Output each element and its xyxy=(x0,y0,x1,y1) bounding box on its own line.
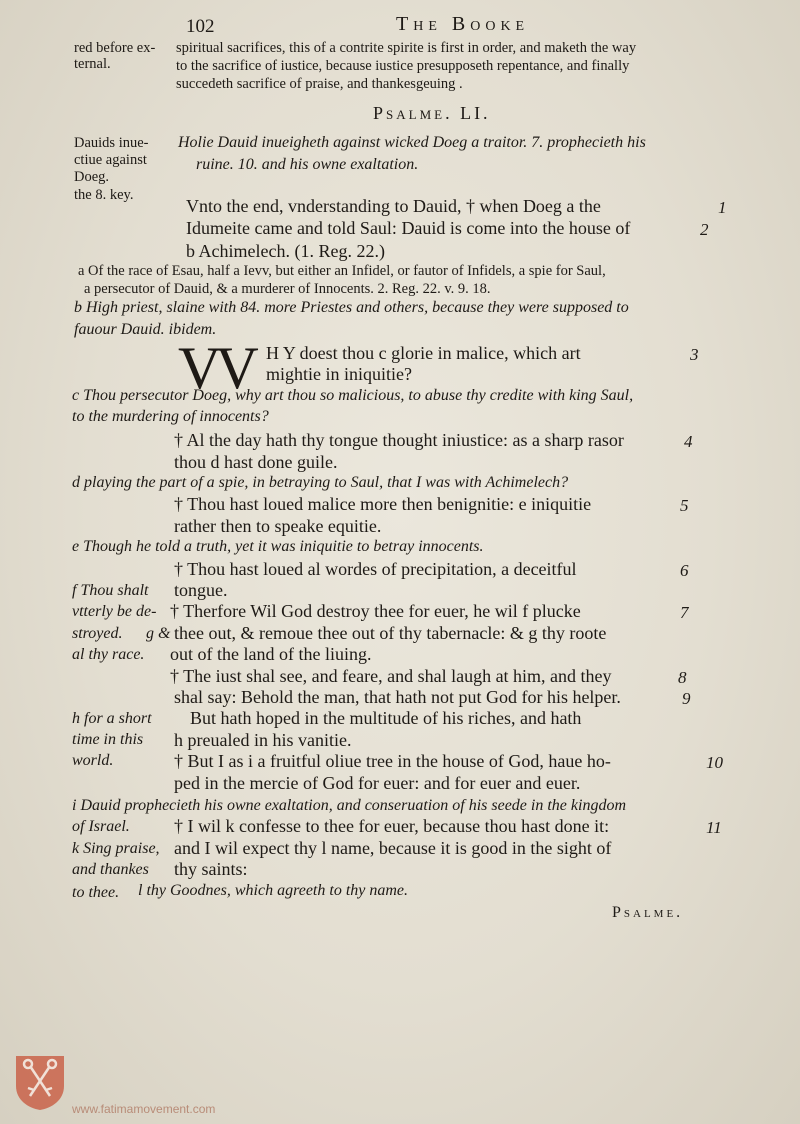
note-i-line-2: of Israel. xyxy=(72,818,130,835)
verse6-number: 6 xyxy=(680,561,689,580)
verse9-line-1: But hath hoped in the multitude of his riches, and hath xyxy=(190,708,582,728)
verse9-line-2: h preualed in his vanitie. xyxy=(174,730,352,750)
note-c-line-2: to the murdering of innocents? xyxy=(72,408,269,425)
watermark-url: www.fatimamovement.com xyxy=(72,1102,216,1116)
note-h-line-1: h for a short xyxy=(72,710,152,727)
verse8-line-1: † The iust shal see, and feare, and shal laugh at him, and they xyxy=(170,666,612,686)
top-line-1: spiritual sacrifices, this of a contrite spirite is first in order, and maketh the way xyxy=(176,40,637,56)
verse11-line-3: thy saints: xyxy=(174,859,248,879)
note-k-line-1: k Sing praise, xyxy=(72,840,160,857)
verse3-number: 3 xyxy=(690,345,699,364)
note-k-line-3: to thee. xyxy=(72,884,120,901)
verse10-number: 10 xyxy=(706,753,723,772)
psalm-title: Psalme. LI. xyxy=(373,103,491,123)
verse1-line-1: Vnto the end, vnderstanding to Dauid, † when Doeg a the xyxy=(186,196,601,216)
verse11-line-2: and I wil expect thy l name, because it is good in the sight of xyxy=(174,838,612,858)
note-f-label: f Thou shalt xyxy=(72,582,149,599)
verse7-number: 7 xyxy=(680,603,689,622)
note-d: d playing the part of a spie, in betraying to Saul, that I was with Achimelech? xyxy=(72,474,569,491)
note-a-line-1: a Of the race of Esau, half a Ievv, but either an Infidel, or fautor of Infidels, a spie for Saul, xyxy=(78,263,606,279)
note-h-line-2: time in this xyxy=(72,731,144,748)
verse3-line-2: mightie in iniquitie? xyxy=(266,364,412,384)
verse1-number-1: 1 xyxy=(718,198,727,217)
psalm-margin-note-3: Doeg. xyxy=(74,169,110,185)
verse10-line-1: † But I as i a fruitful oliue tree in the house of God, haue ho- xyxy=(174,751,611,771)
argument-line-1: Holie Dauid inueigheth against wicked Doeg a traitor. 7. prophecieth his xyxy=(178,134,646,151)
note-f-line-1: vtterly be de- xyxy=(72,603,157,620)
verse10-line-2: ped in the mercie of God for euer: and for euer and euer. xyxy=(174,773,581,793)
verse11-number: 11 xyxy=(706,818,722,837)
catchword: Psalme. xyxy=(612,904,684,921)
note-b-line-2: fauour Dauid. ibidem. xyxy=(74,321,217,338)
verse7-line-2: thee out, & remoue thee out of thy tabernacle: & g thy roote xyxy=(174,623,607,643)
top-margin-note-1: red before ex- xyxy=(74,40,156,56)
verse9-number: 9 xyxy=(682,689,691,708)
note-f-line-3: al thy race. xyxy=(72,646,145,663)
note-b-line-1: b High priest, slaine with 84. more Priestes and others, because they were supposed to xyxy=(74,299,629,316)
verse4-number: 4 xyxy=(684,432,693,451)
note-f-line-2: stroyed. xyxy=(72,625,123,642)
verse4-line-1: † Al the day hath thy tongue thought iniustice: as a sharp rasor xyxy=(174,430,624,450)
verse6-line-2: tongue. xyxy=(174,580,228,600)
drop-cap: VV xyxy=(178,335,253,401)
verse7-line-1: † Therfore Wil God destroy thee for euer, he wil f plucke xyxy=(170,601,581,621)
argument-line-2: ruine. 10. and his owne exaltation. xyxy=(196,156,419,173)
top-line-2: to the sacrifice of iustice, because iustice presupposeth repentance, and finally xyxy=(176,58,630,74)
note-c-line-1: c Thou persecutor Doeg, why art thou so malicious, to abuse thy credite with king Saul, xyxy=(72,387,634,404)
top-margin-note-2: ternal. xyxy=(74,56,111,72)
verse3-line-1: H Y doest thou c glorie in malice, which art xyxy=(266,343,581,363)
verse6-line-1: † Thou hast loued al wordes of precipitation, a deceitful xyxy=(174,559,577,579)
running-title: The Booke xyxy=(396,13,530,35)
verse11-line-1: † I wil k confesse to thee for euer, because thou hast done it: xyxy=(174,816,610,836)
verse4-line-2: thou d hast done guile. xyxy=(174,452,338,472)
verse8-line-2: shal say: Behold the man, that hath not put God for his helper. xyxy=(174,687,621,707)
psalm-margin-note-2: ctiue against xyxy=(74,152,147,168)
fatima-movement-logo xyxy=(12,1052,68,1112)
top-line-3: succedeth sacrifice of praise, and thankesgeuing . xyxy=(176,76,463,92)
page-number: 102 xyxy=(186,16,215,37)
note-i-line-1: i Dauid prophecieth his owne exaltation, and conseruation of his seede in the kingdom xyxy=(72,797,626,814)
verse5-line-1: † Thou hast loued malice more then benignitie: e iniquitie xyxy=(174,494,592,514)
verse1-number-2: 2 xyxy=(700,220,709,239)
verse8-number: 8 xyxy=(678,668,687,687)
verse1-line-2: Idumeite came and told Saul: Dauid is come into the house of xyxy=(186,218,631,238)
psalm-margin-note-4: the 8. key. xyxy=(74,187,134,203)
verse5-number: 5 xyxy=(680,496,689,515)
note-a-line-2: a persecutor of Dauid, & a murderer of Innocents. 2. Reg. 22. v. 9. 18. xyxy=(84,281,491,297)
verse1-line-3: b Achimelech. (1. Reg. 22.) xyxy=(186,241,385,261)
note-h-line-3: world. xyxy=(72,752,114,769)
note-g-label: g & xyxy=(146,625,171,642)
note-e: e Though he told a truth, yet it was iniquitie to betray innocents. xyxy=(72,538,484,555)
psalm-margin-note-1: Dauids inue- xyxy=(74,135,149,151)
verse5-line-2: rather then to speake equitie. xyxy=(174,516,382,536)
note-l: l thy Goodnes, which agreeth to thy name. xyxy=(138,882,409,899)
note-k-line-2: and thankes xyxy=(72,861,149,878)
verse7-line-3: out of the land of the liuing. xyxy=(170,644,372,664)
